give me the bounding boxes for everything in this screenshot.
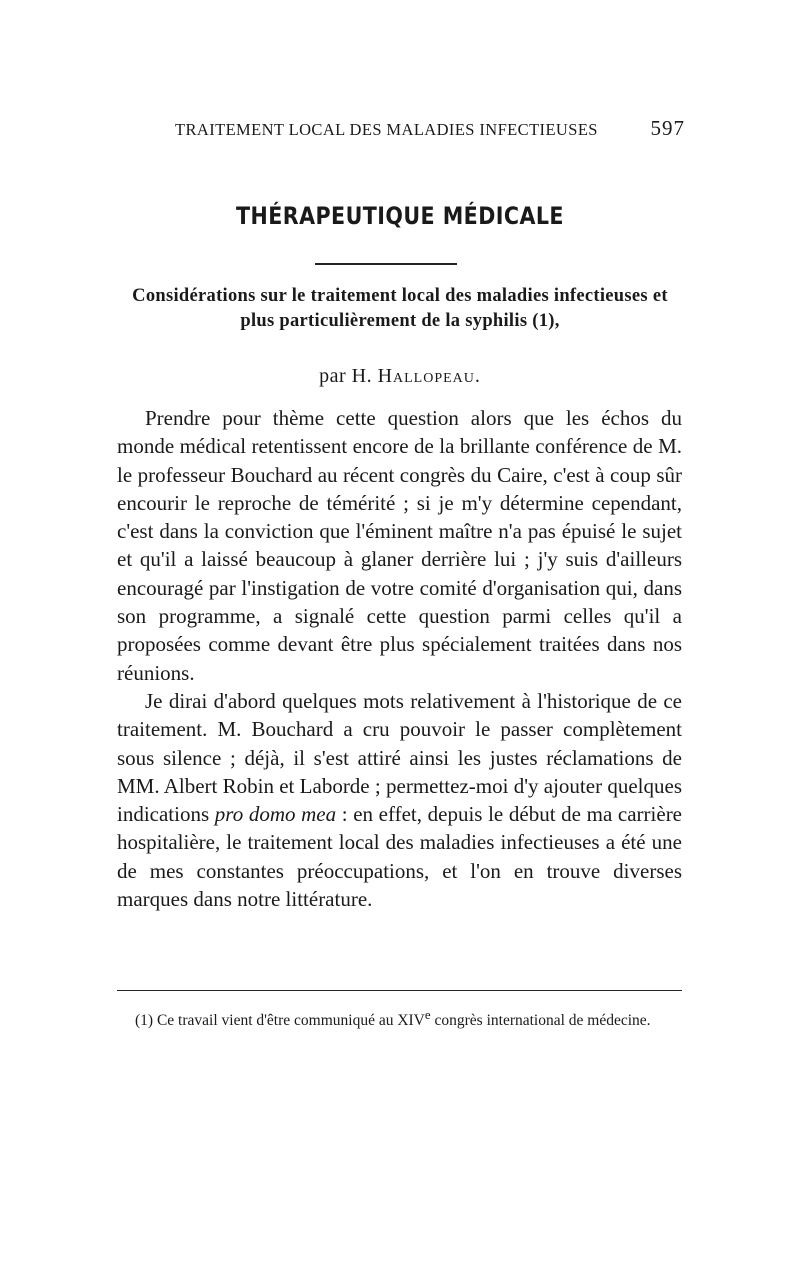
footnote-superscript: e [424,1007,431,1022]
title-divider [315,263,457,265]
body-text [117,404,682,913]
byline-prefix: par [319,365,347,387]
footnote-text-after: congrès international de médecine. [430,1012,651,1030]
footnote-text-before: Ce travail vient d'être communiqué au XIV [156,1012,425,1030]
paragraph-2 [117,687,682,913]
footnote-marker: (1) [135,1012,154,1030]
byline [0,365,800,388]
paragraph-2-text-before: Je dirai d'abord quelques mots relativement à l'historique de ce traitement. M. Bouchard a cru pouvoir le passer complètement sous silence ; déjà, il s'est attiré ainsi les justes réclamations de MM. Albert Robin et Laborde ; permettez-moi d'y ajouter quelques indications [117,688,682,827]
paragraph-1: Prendre pour thème cette question alors que les échos du monde médical retentissent encore de la brillante conférence de M. le professeur Bouchard au récent congrès du Caire, c'est à coup sûr encourir le reproche de témérité ; si je m'y détermine cependant, c'est dans la conviction que l'éminent maître n'a pas épuisé le sujet et qu'il a laissé beaucoup à glaner derrière lui ; j'y suis d'ailleurs encouragé par l'instigation de votre comité d'organisation qui, dans son programme, a signalé cette question parmi celles qu'il a proposées comme devant être plus spécialement traitées dans nos réunions. [117,406,682,685]
footnote [117,1004,682,1031]
running-head [175,116,685,141]
article-title: Considérations sur le traitement local des maladies infectieuses et plus particulièrement de la syphilis (1), [132,286,668,331]
author-name: Hallopeau. [377,365,481,387]
author-initial: H. [351,365,373,387]
page-number: 597 [650,116,685,140]
latin-phrase: pro domo mea [214,802,337,827]
running-head-title: TRAITEMENT LOCAL DES MALADIES INFECTIEUSES [175,120,598,139]
footnote-divider [117,990,682,991]
paragraph-2-text-after: : en effet, depuis le début de ma carrière hospitalière, le traitement local des maladies infectieuses a été une de mes constantes préoccupations, et l'on en trouve diverses marques dans notre littérature. [117,802,683,912]
section-title: THÉRAPEUTIQUE MÉDICALE [236,202,564,230]
